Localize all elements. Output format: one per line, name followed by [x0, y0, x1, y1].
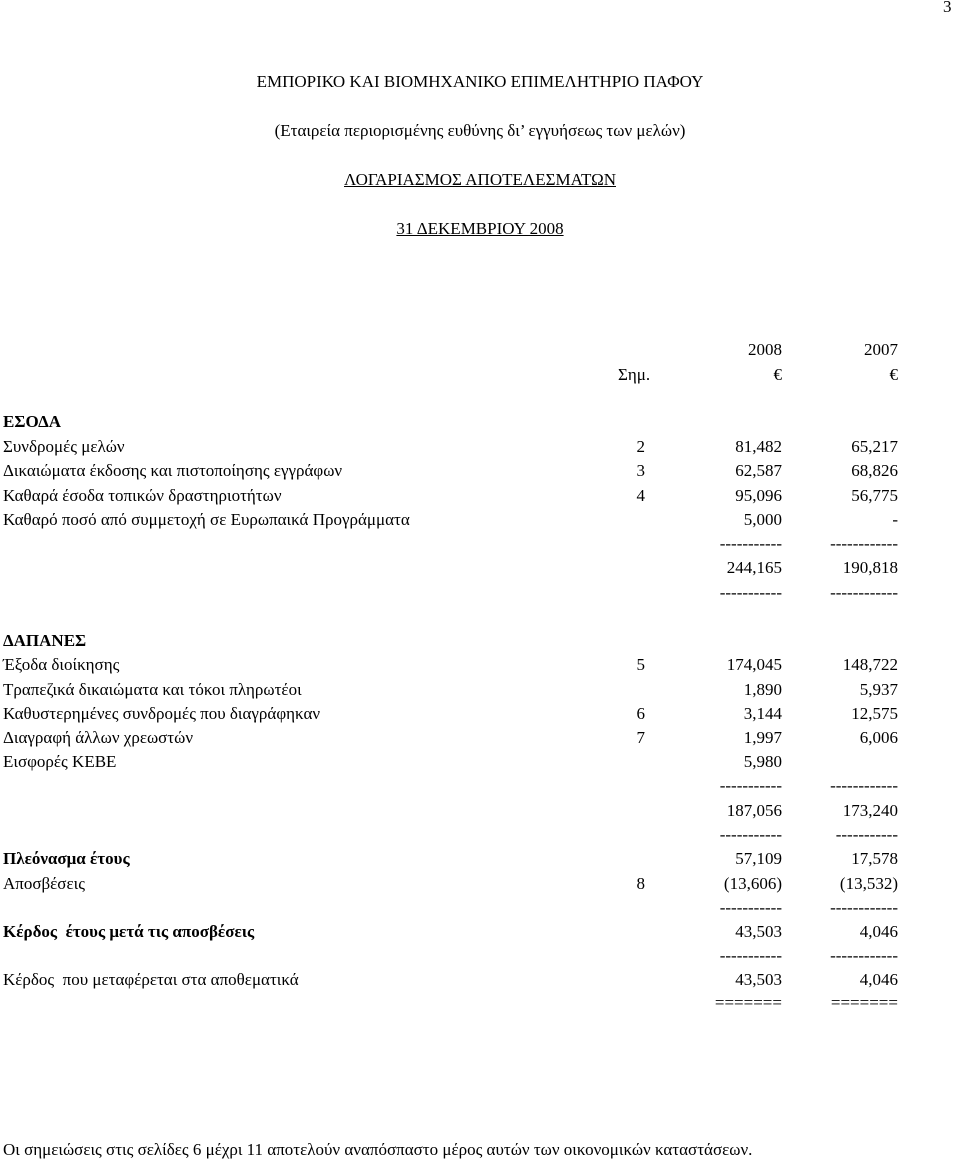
- organization-subtitle: (Εταιρεία περιορισμένης ευθύνης δι’ εγγυήσεως των μελών): [274, 121, 686, 140]
- revenue-row-2008: 81,482: [735, 437, 782, 456]
- expense-row-label: Καθυστερημένες συνδρομές που διαγράφηκαν: [3, 704, 321, 723]
- expense-row-2008: 1,890: [743, 680, 782, 699]
- separator-line: -----------: [719, 776, 782, 795]
- profit-to-reserves-2007: 4,046: [859, 970, 898, 989]
- revenue-row-label: Συνδρομές μελών: [3, 437, 125, 456]
- depreciation-2007: (13,532): [839, 874, 898, 893]
- note-column-header: Σημ.: [618, 365, 651, 384]
- revenue-row-2008: 62,587: [735, 461, 782, 480]
- statement-date: 31 ΔΕΚΕΜΒΡΙΟΥ 2008: [396, 219, 564, 238]
- depreciation-2008: (13,606): [723, 874, 782, 893]
- separator-line: -----------: [835, 825, 898, 844]
- expense-row-label: Έξοδα διοίκησης: [3, 655, 120, 674]
- separator-line: ------------: [830, 946, 898, 965]
- expense-row-2008: 5,980: [743, 752, 782, 771]
- expenses-heading: ΔΑΠΑΝΕΣ: [3, 631, 87, 650]
- expense-row-label: Διαγραφή άλλων χρεωστών: [3, 728, 194, 747]
- expense-row-2008: 174,045: [726, 655, 782, 674]
- profit-to-reserves-label: Κέρδος που μεταφέρεται στα αποθεματικά: [3, 970, 299, 989]
- revenue-row-label: Καθαρά έσοδα τοπικών δραστηριοτήτων: [3, 486, 282, 505]
- expense-row-2007: 6,006: [859, 728, 898, 747]
- separator-line: ------------: [830, 898, 898, 917]
- expense-row-2007: 5,937: [859, 680, 898, 699]
- revenue-total-2007: 190,818: [842, 558, 898, 577]
- currency-2008: €: [773, 365, 782, 384]
- revenue-row-2007: -: [892, 510, 898, 529]
- revenue-heading: ΕΣΟΔΑ: [3, 412, 62, 431]
- expense-row-2007: 12,575: [851, 704, 898, 723]
- statement-title: ΛΟΓΑΡΙΑΣΜΟΣ ΑΠΟΤΕΛΕΣΜΑΤΩΝ: [344, 170, 616, 189]
- expense-row-2008: 1,997: [743, 728, 782, 747]
- surplus-2007: 17,578: [851, 849, 898, 868]
- revenue-row-2008: 95,096: [735, 486, 782, 505]
- organization-title: ΕΜΠΟΡΙΚΟ ΚΑΙ ΒΙΟΜΗΧΑΝΙΚΟ ΕΠΙΜΕΛΗΤΗΡΙΟ ΠΑΦΟΥ: [256, 72, 704, 91]
- double-underline: =======: [714, 993, 782, 1012]
- expense-row-note: 6: [636, 704, 645, 723]
- revenue-row-2008: 5,000: [743, 510, 782, 529]
- revenue-row-2007: 56,775: [851, 486, 898, 505]
- separator-line: ------------: [830, 583, 898, 602]
- revenue-row-note: 3: [636, 461, 645, 480]
- separator-line: -----------: [719, 583, 782, 602]
- page-number: 3: [943, 0, 952, 16]
- profit-after-depreciation-2007: 4,046: [859, 922, 898, 941]
- year-2007-header: 2007: [864, 340, 898, 359]
- separator-line: -----------: [719, 825, 782, 844]
- currency-2007: €: [889, 365, 898, 384]
- expense-row-label: Τραπεζικά δικαιώματα και τόκοι πληρωτέοι: [3, 680, 302, 699]
- expense-row-2008: 3,144: [743, 704, 782, 723]
- separator-line: ------------: [830, 776, 898, 795]
- expense-row-note: 5: [636, 655, 645, 674]
- double-underline: =======: [830, 993, 898, 1012]
- revenue-row-note: 4: [636, 486, 645, 505]
- revenue-row-note: 2: [636, 437, 645, 456]
- expense-row-note: 7: [636, 728, 645, 747]
- separator-line: ------------: [830, 534, 898, 553]
- separator-line: -----------: [719, 946, 782, 965]
- depreciation-note: 8: [636, 874, 645, 893]
- expense-row-label: Εισφορές ΚΕΒΕ: [3, 752, 117, 771]
- revenue-row-2007: 65,217: [851, 437, 898, 456]
- separator-line: -----------: [719, 534, 782, 553]
- depreciation-label: Αποσβέσεις: [3, 874, 85, 893]
- profit-to-reserves-2008: 43,503: [735, 970, 782, 989]
- year-2008-header: 2008: [748, 340, 782, 359]
- profit-after-depreciation-label: Κέρδος έτους μετά τις αποσβέσεις: [3, 922, 255, 941]
- revenue-total-2008: 244,165: [726, 558, 782, 577]
- revenue-row-label: Δικαιώματα έκδοσης και πιστοποίησης εγγράφων: [3, 461, 343, 480]
- separator-line: -----------: [719, 898, 782, 917]
- footer-note: Οι σημειώσεις στις σελίδες 6 μέχρι 11 αποτελούν αναπόσπαστο μέρος αυτών των οικονομικών καταστάσεων.: [3, 1140, 753, 1159]
- profit-after-depreciation-2008: 43,503: [735, 922, 782, 941]
- surplus-label: Πλεόνασμα έτους: [3, 849, 130, 868]
- revenue-row-label: Καθαρό ποσό από συμμετοχή σε Ευρωπαικά Προγράμματα: [3, 510, 410, 529]
- expenses-total-2007: 173,240: [842, 801, 898, 820]
- surplus-2008: 57,109: [735, 849, 782, 868]
- revenue-row-2007: 68,826: [851, 461, 898, 480]
- expenses-total-2008: 187,056: [726, 801, 782, 820]
- expense-row-2007: 148,722: [842, 655, 898, 674]
